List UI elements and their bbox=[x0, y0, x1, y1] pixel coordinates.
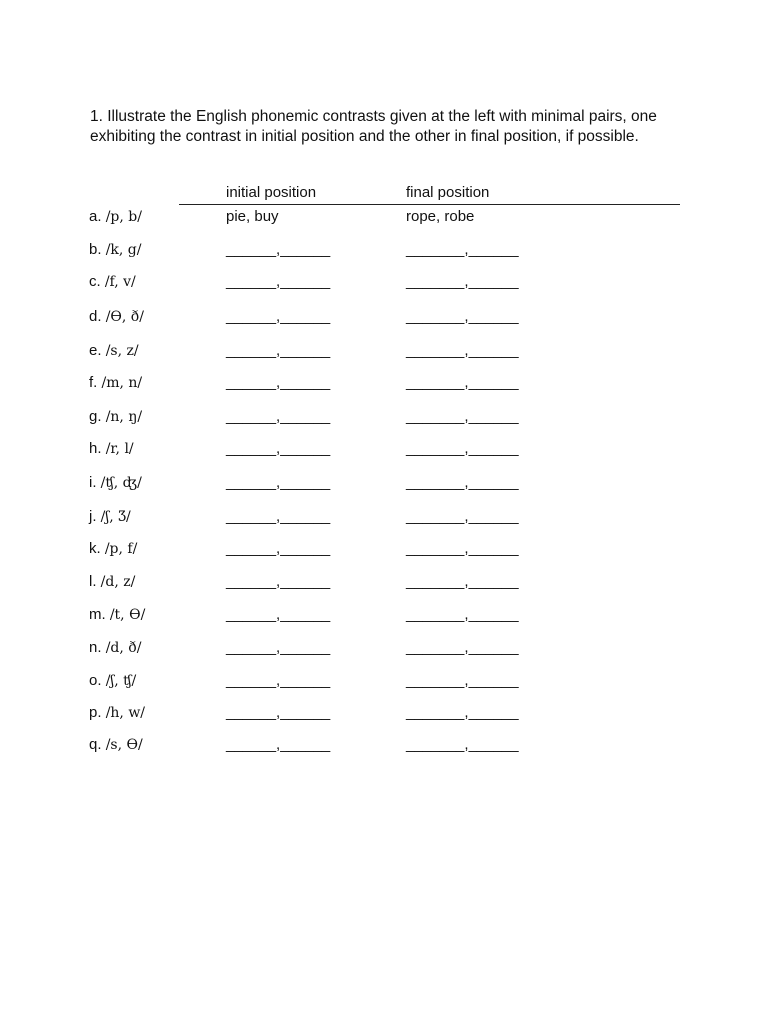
phoneme-pair: /t, Ɵ/ bbox=[109, 607, 146, 623]
initial-position-answer[interactable]: ______,______ bbox=[226, 308, 331, 325]
row-letter: n. bbox=[89, 639, 102, 656]
final-position-answer[interactable]: _______,______ bbox=[406, 540, 519, 557]
contrast-label bbox=[89, 606, 145, 623]
initial-position-answer[interactable]: ______,______ bbox=[226, 672, 331, 689]
initial-position-answer[interactable]: ______,______ bbox=[226, 540, 331, 557]
initial-position-answer[interactable]: ______,______ bbox=[226, 704, 331, 721]
final-position-answer[interactable]: _______,______ bbox=[406, 474, 519, 491]
contrast-row bbox=[0, 474, 768, 498]
phoneme-pair: /p, b/ bbox=[105, 209, 142, 225]
contrast-row bbox=[0, 540, 768, 564]
row-letter: d. bbox=[89, 308, 102, 325]
contrast-row bbox=[0, 639, 768, 663]
contrast-label bbox=[89, 208, 142, 225]
phoneme-pair: /Ɵ, ð/ bbox=[105, 309, 144, 325]
initial-position-answer[interactable]: ______,______ bbox=[226, 606, 331, 623]
initial-position-answer[interactable]: ______,______ bbox=[226, 374, 331, 391]
contrast-row bbox=[0, 408, 768, 432]
row-letter: j. bbox=[89, 508, 97, 525]
contrast-label bbox=[89, 736, 143, 753]
row-letter: q. bbox=[89, 736, 102, 753]
exercise-instructions: 1. Illustrate the English phonemic contrasts given at the left with minimal pairs, one exhibiting the contrast in initial position and the other in final position, if possible. bbox=[90, 108, 657, 145]
phoneme-pair: /s, Ɵ/ bbox=[105, 737, 143, 753]
row-letter: h. bbox=[89, 440, 102, 457]
contrast-label bbox=[89, 440, 134, 457]
contrast-row bbox=[0, 208, 768, 232]
final-position-answer[interactable]: _______,______ bbox=[406, 508, 519, 525]
phoneme-pair: /f, v/ bbox=[104, 274, 136, 290]
contrast-label bbox=[89, 241, 141, 258]
phoneme-pair: /n, ŋ/ bbox=[105, 409, 143, 425]
phoneme-pair: /d, ð/ bbox=[105, 640, 142, 656]
initial-position-answer[interactable]: ______,______ bbox=[226, 474, 331, 491]
final-position-answer[interactable]: _______,______ bbox=[406, 736, 519, 753]
phoneme-pair: /s, z/ bbox=[105, 343, 139, 359]
final-position-answer[interactable]: _______,______ bbox=[406, 273, 519, 290]
contrast-row bbox=[0, 573, 768, 597]
header-divider bbox=[179, 204, 680, 205]
contrast-row bbox=[0, 704, 768, 728]
phoneme-pair: /h, w/ bbox=[105, 705, 146, 721]
phoneme-pair: /ʧ, ʤ/ bbox=[100, 475, 142, 491]
contrast-row bbox=[0, 273, 768, 297]
row-letter: l. bbox=[89, 573, 97, 590]
initial-position-answer[interactable]: ______,______ bbox=[226, 736, 331, 753]
row-letter: g. bbox=[89, 408, 102, 425]
row-letter: e. bbox=[89, 342, 102, 359]
row-letter: i. bbox=[89, 474, 97, 491]
contrast-row bbox=[0, 736, 768, 760]
contrast-label bbox=[89, 540, 137, 557]
final-position-answer[interactable]: _______,______ bbox=[406, 704, 519, 721]
row-letter: b. bbox=[89, 241, 102, 258]
initial-position-answer[interactable]: ______,______ bbox=[226, 440, 331, 457]
phoneme-pair: /r, l/ bbox=[105, 441, 134, 457]
initial-position-answer[interactable]: pie, buy bbox=[226, 208, 279, 225]
initial-position-answer[interactable]: ______,______ bbox=[226, 342, 331, 359]
initial-position-header: initial position bbox=[226, 184, 317, 201]
phoneme-pair: /k, g/ bbox=[105, 242, 142, 258]
contrast-label bbox=[89, 308, 144, 325]
contrast-label bbox=[89, 474, 142, 491]
row-letter: f. bbox=[89, 374, 98, 391]
initial-position-answer[interactable]: ______,______ bbox=[226, 639, 331, 656]
final-position-answer[interactable]: _______,______ bbox=[406, 672, 519, 689]
contrast-row bbox=[0, 241, 768, 265]
row-letter: a. bbox=[89, 208, 102, 225]
phoneme-pair: /ʃ, Ʒ/ bbox=[100, 509, 131, 525]
contrast-row bbox=[0, 672, 768, 696]
row-letter: c. bbox=[89, 273, 101, 290]
contrast-label bbox=[89, 342, 139, 359]
initial-position-answer[interactable]: ______,______ bbox=[226, 573, 331, 590]
initial-position-answer[interactable]: ______,______ bbox=[226, 408, 331, 425]
phoneme-pair: /p, f/ bbox=[104, 541, 138, 557]
contrast-row bbox=[0, 342, 768, 366]
final-position-answer[interactable]: _______,______ bbox=[406, 308, 519, 325]
contrast-label bbox=[89, 408, 142, 425]
final-position-answer[interactable]: _______,______ bbox=[406, 241, 519, 258]
contrast-label bbox=[89, 672, 136, 689]
contrast-label bbox=[89, 704, 145, 721]
phoneme-pair: /ʃ, ʧ/ bbox=[105, 673, 137, 689]
contrast-label bbox=[89, 639, 141, 656]
contrast-label bbox=[89, 374, 142, 391]
phoneme-pair: /m, n/ bbox=[101, 375, 143, 391]
final-position-answer[interactable]: _______,______ bbox=[406, 374, 519, 391]
row-letter: m. bbox=[89, 606, 106, 623]
contrast-row bbox=[0, 308, 768, 332]
contrast-row bbox=[0, 440, 768, 464]
final-position-answer[interactable]: _______,______ bbox=[406, 440, 519, 457]
final-position-answer[interactable]: _______,______ bbox=[406, 342, 519, 359]
contrast-label bbox=[89, 573, 135, 590]
row-letter: o. bbox=[89, 672, 102, 689]
final-position-answer[interactable]: _______,______ bbox=[406, 606, 519, 623]
contrast-row bbox=[0, 508, 768, 532]
initial-position-answer[interactable]: ______,______ bbox=[226, 241, 331, 258]
contrast-label bbox=[89, 508, 131, 525]
final-position-answer[interactable]: _______,______ bbox=[406, 573, 519, 590]
contrast-label bbox=[89, 273, 136, 290]
final-position-answer[interactable]: _______,______ bbox=[406, 408, 519, 425]
final-position-header: final position bbox=[406, 184, 490, 201]
final-position-answer[interactable]: rope, robe bbox=[406, 208, 475, 225]
row-letter: k. bbox=[89, 540, 101, 557]
row-letter: p. bbox=[89, 704, 102, 721]
phoneme-pair: /d, z/ bbox=[100, 574, 136, 590]
final-position-answer[interactable]: _______,______ bbox=[406, 639, 519, 656]
contrast-row bbox=[0, 606, 768, 630]
initial-position-answer[interactable]: ______,______ bbox=[226, 273, 331, 290]
contrast-row bbox=[0, 374, 768, 398]
initial-position-answer[interactable]: ______,______ bbox=[226, 508, 331, 525]
